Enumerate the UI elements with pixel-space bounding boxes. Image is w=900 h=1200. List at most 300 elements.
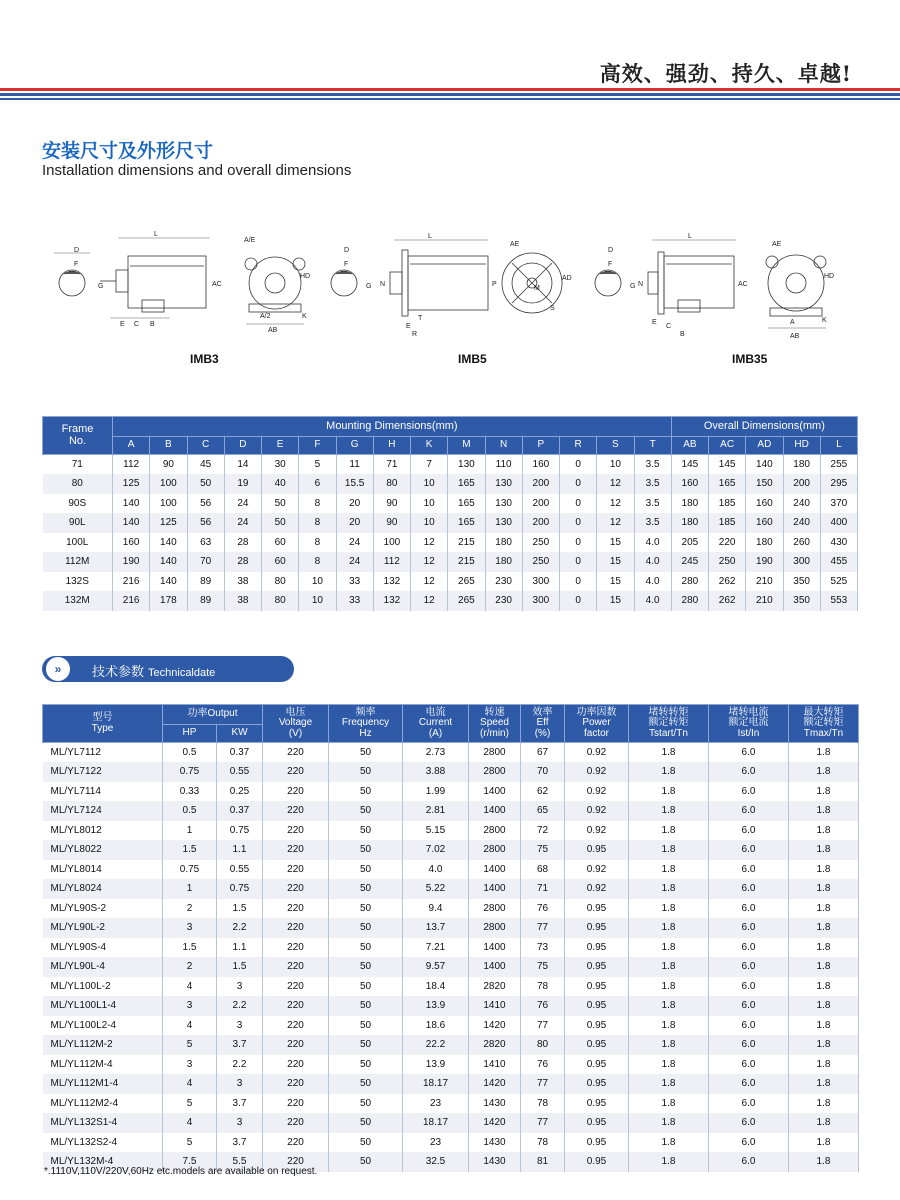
dim-cell: 56 (187, 494, 224, 514)
dim-cell: 12 (597, 513, 634, 533)
value-cell: 1430 (469, 1152, 521, 1172)
value-cell: 50 (329, 1113, 403, 1133)
dim-cell: 165 (448, 494, 485, 514)
dim-cell: 262 (709, 591, 746, 611)
value-cell: 76 (521, 1055, 565, 1075)
value-cell: 220 (263, 1152, 329, 1172)
value-cell: 78 (521, 1094, 565, 1114)
frame-cell: 90S (43, 494, 113, 514)
value-cell: 18.6 (403, 1016, 469, 1036)
svg-text:S: S (550, 305, 555, 312)
overall-dimensions-header: Overall Dimensions(mm) (671, 417, 857, 437)
type-cell: ML/YL90L-2 (43, 918, 163, 938)
imb3-diagram (50, 228, 310, 348)
table-row (43, 474, 858, 494)
dim-cell: 63 (187, 533, 224, 553)
table-row (43, 821, 859, 841)
dim-cell: 40 (262, 474, 299, 494)
dim-cell: 10 (411, 474, 448, 494)
dim-cell: 100 (373, 533, 410, 553)
dim-cell: 0 (560, 591, 597, 611)
dim-cell: 370 (820, 494, 857, 514)
power-factor-header (565, 705, 629, 743)
dim-cell: 250 (522, 552, 559, 572)
dim-cell: 4.0 (634, 552, 671, 572)
dim-cell: 10 (299, 591, 336, 611)
value-cell: 0.5 (163, 743, 217, 763)
value-cell: 6.0 (709, 1113, 789, 1133)
current-header-cn: 电流 (425, 706, 446, 718)
dim-cell: 240 (783, 513, 820, 533)
dim-cell: 12 (411, 533, 448, 553)
svg-text:K: K (302, 313, 307, 320)
dim-cell: 3.5 (634, 494, 671, 514)
dim-cell: 24 (224, 513, 261, 533)
dim-cell: 140 (150, 552, 187, 572)
dim-col-header: B (150, 437, 187, 455)
type-cell: ML/YL7114 (43, 782, 163, 802)
value-cell: 2800 (469, 840, 521, 860)
dim-cell: 45 (187, 455, 224, 475)
table-row (43, 1094, 859, 1114)
value-cell: 1.8 (789, 957, 859, 977)
value-cell: 1.8 (789, 782, 859, 802)
value-cell: 77 (521, 1074, 565, 1094)
svg-text:G: G (98, 283, 104, 290)
dim-cell: 260 (783, 533, 820, 553)
value-cell: 1.8 (629, 996, 709, 1016)
svg-text:N: N (638, 281, 644, 288)
svg-text:L: L (428, 233, 432, 240)
dim-cell: 20 (336, 513, 373, 533)
svg-text:AC: AC (212, 281, 222, 288)
dim-col-header: D (224, 437, 261, 455)
dim-cell: 250 (709, 552, 746, 572)
hp-header: HP (163, 725, 217, 743)
value-cell: 3 (163, 918, 217, 938)
dim-cell: 165 (448, 513, 485, 533)
dim-cell: 130 (448, 455, 485, 475)
dim-cell: 180 (485, 533, 522, 553)
dim-col-header: K (411, 437, 448, 455)
value-cell: 1.8 (629, 1133, 709, 1153)
value-cell: 3.7 (217, 1133, 263, 1153)
value-cell: 77 (521, 1016, 565, 1036)
svg-text:K: K (822, 317, 827, 324)
svg-text:G: G (366, 283, 372, 290)
type-cell: ML/YL112M2-4 (43, 1094, 163, 1114)
value-cell: 70 (521, 762, 565, 782)
dim-cell: 10 (411, 494, 448, 514)
value-cell: 1.8 (629, 938, 709, 958)
svg-text:E: E (406, 323, 411, 330)
dim-cell: 0 (560, 533, 597, 553)
value-cell: 1.8 (789, 743, 859, 763)
value-cell: 1430 (469, 1094, 521, 1114)
value-cell: 220 (263, 996, 329, 1016)
dim-cell: 430 (820, 533, 857, 553)
dim-cell: 180 (783, 455, 820, 475)
value-cell: 1 (163, 879, 217, 899)
frame-cell: 80 (43, 474, 113, 494)
dim-cell: 350 (783, 591, 820, 611)
value-cell: 1.8 (629, 1152, 709, 1172)
svg-text:E: E (652, 319, 657, 326)
table-row (43, 840, 859, 860)
value-cell: 6.0 (709, 860, 789, 880)
value-cell: 76 (521, 996, 565, 1016)
value-cell: 13.9 (403, 996, 469, 1016)
table-row (43, 591, 858, 611)
value-cell: 1.8 (629, 821, 709, 841)
value-cell: 0.95 (565, 1055, 629, 1075)
table-row (43, 762, 859, 782)
value-cell: 220 (263, 840, 329, 860)
value-cell: 75 (521, 957, 565, 977)
dim-cell: 205 (671, 533, 708, 553)
value-cell: 67 (521, 743, 565, 763)
dim-cell: 190 (113, 552, 150, 572)
dim-col-header: AD (746, 437, 783, 455)
value-cell: 1.8 (629, 1094, 709, 1114)
frequency-header-en: Frequency (341, 717, 390, 729)
value-cell: 220 (263, 1094, 329, 1114)
banner-title (92, 661, 215, 680)
dim-cell: 160 (522, 455, 559, 475)
value-cell: 1400 (469, 860, 521, 880)
svg-text:F: F (74, 261, 79, 268)
dim-cell: 300 (522, 591, 559, 611)
value-cell: 50 (329, 996, 403, 1016)
dim-cell: 130 (485, 513, 522, 533)
value-cell: 1.8 (789, 918, 859, 938)
dim-cell: 230 (485, 572, 522, 592)
tmax-header (789, 705, 859, 743)
value-cell: 78 (521, 977, 565, 997)
frame-no-header (43, 417, 113, 455)
current-header-unit: (A) (428, 727, 443, 739)
value-cell: 1 (163, 821, 217, 841)
dim-cell: 14 (224, 455, 261, 475)
value-cell: 0.95 (565, 1133, 629, 1153)
svg-text:A/E: A/E (244, 237, 256, 244)
value-cell: 1400 (469, 782, 521, 802)
eff-header-en: Eff (536, 717, 549, 729)
value-cell: 1.8 (789, 1094, 859, 1114)
value-cell: 65 (521, 801, 565, 821)
dim-cell: 20 (336, 494, 373, 514)
dim-cell: 200 (522, 513, 559, 533)
table-row (43, 1035, 859, 1055)
value-cell: 4 (163, 977, 217, 997)
frequency-header-cn: 频率 (355, 706, 376, 718)
value-cell: 0.92 (565, 743, 629, 763)
frame-cell: 112M (43, 552, 113, 572)
dim-cell: 0 (560, 552, 597, 572)
value-cell: 1.8 (789, 1074, 859, 1094)
imb3-label: IMB3 (190, 352, 219, 366)
value-cell: 50 (329, 860, 403, 880)
value-cell: 0.95 (565, 1094, 629, 1114)
value-cell: 1.1 (217, 938, 263, 958)
value-cell: 1.8 (789, 801, 859, 821)
svg-text:AC: AC (738, 281, 748, 288)
value-cell: 1.8 (629, 1113, 709, 1133)
value-cell: 3.7 (217, 1035, 263, 1055)
dim-cell: 12 (411, 591, 448, 611)
value-cell: 68 (521, 860, 565, 880)
value-cell: 0.95 (565, 1152, 629, 1172)
table-row (43, 899, 859, 919)
table-row (43, 977, 859, 997)
value-cell: 0.75 (217, 821, 263, 841)
dim-cell: 38 (224, 572, 261, 592)
dim-cell: 60 (262, 552, 299, 572)
dim-cell: 0 (560, 455, 597, 475)
dim-cell: 24 (336, 533, 373, 553)
dim-cell: 140 (150, 533, 187, 553)
value-cell: 0.25 (217, 782, 263, 802)
value-cell: 1.8 (629, 1055, 709, 1075)
dim-cell: 70 (187, 552, 224, 572)
frame-cell: 71 (43, 455, 113, 475)
value-cell: 1.8 (629, 918, 709, 938)
value-cell: 50 (329, 938, 403, 958)
slogan: 高效、强劲、持久、卓越! (599, 61, 852, 86)
dim-cell: 140 (150, 572, 187, 592)
table-row (43, 938, 859, 958)
value-cell: 220 (263, 1055, 329, 1075)
dim-cell: 185 (709, 494, 746, 514)
value-cell: 71 (521, 879, 565, 899)
ist-header-en: Ist/In (737, 727, 760, 739)
type-cell: ML/YL132S2-4 (43, 1133, 163, 1153)
value-cell: 5 (163, 1094, 217, 1114)
table-row (43, 572, 858, 592)
dim-cell: 132 (373, 572, 410, 592)
value-cell: 6.0 (709, 1094, 789, 1114)
value-cell: 0.75 (217, 879, 263, 899)
value-cell: 0.5 (163, 801, 217, 821)
pf-header-en1: Power (582, 717, 611, 729)
table-row (43, 494, 858, 514)
value-cell: 1.8 (629, 1016, 709, 1036)
value-cell: 220 (263, 782, 329, 802)
value-cell: 2.2 (217, 996, 263, 1016)
value-cell: 81 (521, 1152, 565, 1172)
dim-cell: 0 (560, 513, 597, 533)
value-cell: 50 (329, 840, 403, 860)
value-cell: 1.8 (789, 1035, 859, 1055)
value-cell: 220 (263, 1016, 329, 1036)
value-cell: 13.7 (403, 918, 469, 938)
dim-col-header: H (373, 437, 410, 455)
current-header-en: Current (418, 717, 453, 729)
svg-text:B: B (150, 321, 155, 328)
dim-col-header: T (634, 437, 671, 455)
dim-col-header: N (485, 437, 522, 455)
value-cell: 1410 (469, 1055, 521, 1075)
dim-cell: 15 (597, 552, 634, 572)
table-row (43, 455, 858, 475)
svg-text:E: E (120, 321, 125, 328)
dim-cell: 80 (262, 572, 299, 592)
value-cell: 3.88 (403, 762, 469, 782)
value-cell: 62 (521, 782, 565, 802)
dim-cell: 10 (299, 572, 336, 592)
dim-cell: 165 (709, 474, 746, 494)
dim-cell: 145 (709, 455, 746, 475)
dim-cell: 12 (411, 572, 448, 592)
dim-cell: 3.5 (634, 474, 671, 494)
value-cell: 50 (329, 1133, 403, 1153)
value-cell: 78 (521, 1133, 565, 1153)
value-cell: 220 (263, 743, 329, 763)
value-cell: 77 (521, 1113, 565, 1133)
eff-header-unit: (%) (534, 727, 551, 739)
value-cell: 5.5 (217, 1152, 263, 1172)
svg-text:D: D (608, 247, 614, 254)
type-cell: ML/YL90S-2 (43, 899, 163, 919)
dim-cell: 100 (150, 474, 187, 494)
value-cell: 1.99 (403, 782, 469, 802)
dim-col-header: L (820, 437, 857, 455)
table-row (43, 1133, 859, 1153)
value-cell: 6.0 (709, 840, 789, 860)
value-cell: 1.5 (217, 899, 263, 919)
dim-cell: 280 (671, 591, 708, 611)
type-cell: ML/YL112M-4 (43, 1055, 163, 1075)
value-cell: 5.22 (403, 879, 469, 899)
dim-cell: 180 (671, 513, 708, 533)
svg-text:C: C (134, 321, 140, 328)
dim-cell: 112 (113, 455, 150, 475)
value-cell: 6.0 (709, 821, 789, 841)
dim-cell: 8 (299, 494, 336, 514)
dim-cell: 178 (150, 591, 187, 611)
value-cell: 3 (163, 1055, 217, 1075)
dim-cell: 130 (485, 494, 522, 514)
banner-title-cn: 技术参数 (92, 665, 145, 680)
svg-text:G: G (630, 283, 636, 290)
value-cell: 6.0 (709, 899, 789, 919)
value-cell: 0.95 (565, 1074, 629, 1094)
dim-cell: 160 (671, 474, 708, 494)
value-cell: 220 (263, 918, 329, 938)
svg-text:AD: AD (562, 275, 572, 282)
imb5-diagram (322, 228, 572, 348)
value-cell: 2820 (469, 1035, 521, 1055)
frame-header-line2: No. (68, 434, 87, 447)
dim-cell: 216 (113, 591, 150, 611)
voltage-header-cn: 电压 (285, 706, 306, 718)
tech-params-banner (42, 656, 294, 682)
value-cell: 5 (163, 1133, 217, 1153)
value-cell: 220 (263, 957, 329, 977)
value-cell: 1420 (469, 1113, 521, 1133)
dim-cell: 140 (746, 455, 783, 475)
type-cell: ML/YL100L2-4 (43, 1016, 163, 1036)
type-cell: ML/YL132S1-4 (43, 1113, 163, 1133)
svg-text:AB: AB (268, 327, 278, 334)
ist-header-cn2: 额定电流 (728, 717, 769, 729)
current-header (403, 705, 469, 743)
value-cell: 6.0 (709, 743, 789, 763)
dim-cell: 89 (187, 572, 224, 592)
dim-cell: 12 (411, 552, 448, 572)
value-cell: 50 (329, 957, 403, 977)
dim-cell: 210 (746, 591, 783, 611)
dim-col-header: G (336, 437, 373, 455)
value-cell: 1.5 (163, 840, 217, 860)
dim-cell: 200 (522, 494, 559, 514)
type-cell: ML/YL8022 (43, 840, 163, 860)
dim-cell: 240 (783, 494, 820, 514)
table-row (43, 996, 859, 1016)
value-cell: 220 (263, 938, 329, 958)
type-cell: ML/YL100L1-4 (43, 996, 163, 1016)
header-stripes (0, 88, 900, 102)
value-cell: 0.95 (565, 996, 629, 1016)
value-cell: 9.4 (403, 899, 469, 919)
dim-cell: 33 (336, 591, 373, 611)
tstart-header-en: Tstart/Tn (649, 727, 688, 739)
value-cell: 80 (521, 1035, 565, 1055)
svg-text:HD: HD (300, 273, 310, 280)
speed-header-cn: 转速 (484, 706, 505, 718)
value-cell: 9.57 (403, 957, 469, 977)
type-header (43, 705, 163, 743)
dim-col-header: A (113, 437, 150, 455)
dim-cell: 33 (336, 572, 373, 592)
value-cell: 50 (329, 1016, 403, 1036)
value-cell: 1420 (469, 1016, 521, 1036)
dim-cell: 5 (299, 455, 336, 475)
value-cell: 1.5 (163, 938, 217, 958)
value-cell: 1.8 (629, 1035, 709, 1055)
value-cell: 220 (263, 1113, 329, 1133)
svg-text:C: C (666, 323, 672, 330)
value-cell: 6.0 (709, 782, 789, 802)
dim-cell: 15 (597, 591, 634, 611)
value-cell: 2.81 (403, 801, 469, 821)
value-cell: 0.95 (565, 918, 629, 938)
dim-cell: 300 (783, 552, 820, 572)
value-cell: 6.0 (709, 1035, 789, 1055)
tmax-header-en: Tmax/Tn (803, 727, 844, 739)
eff-header-cn: 效率 (532, 706, 553, 718)
value-cell: 50 (329, 899, 403, 919)
dim-cell: 10 (597, 455, 634, 475)
pf-header-cn: 功率因数 (576, 706, 617, 718)
value-cell: 0.92 (565, 782, 629, 802)
value-cell: 2800 (469, 821, 521, 841)
value-cell: 1.8 (789, 821, 859, 841)
dim-cell: 125 (113, 474, 150, 494)
dim-cell: 100 (150, 494, 187, 514)
dim-cell: 11 (336, 455, 373, 475)
value-cell: 220 (263, 1074, 329, 1094)
kw-header: KW (217, 725, 263, 743)
value-cell: 1.8 (789, 938, 859, 958)
svg-text:B: B (680, 331, 685, 338)
type-cell: ML/YL90S-4 (43, 938, 163, 958)
dim-cell: 350 (783, 572, 820, 592)
value-cell: 0.95 (565, 938, 629, 958)
speed-header (469, 705, 521, 743)
dim-cell: 12 (597, 474, 634, 494)
dim-cell: 250 (522, 533, 559, 553)
